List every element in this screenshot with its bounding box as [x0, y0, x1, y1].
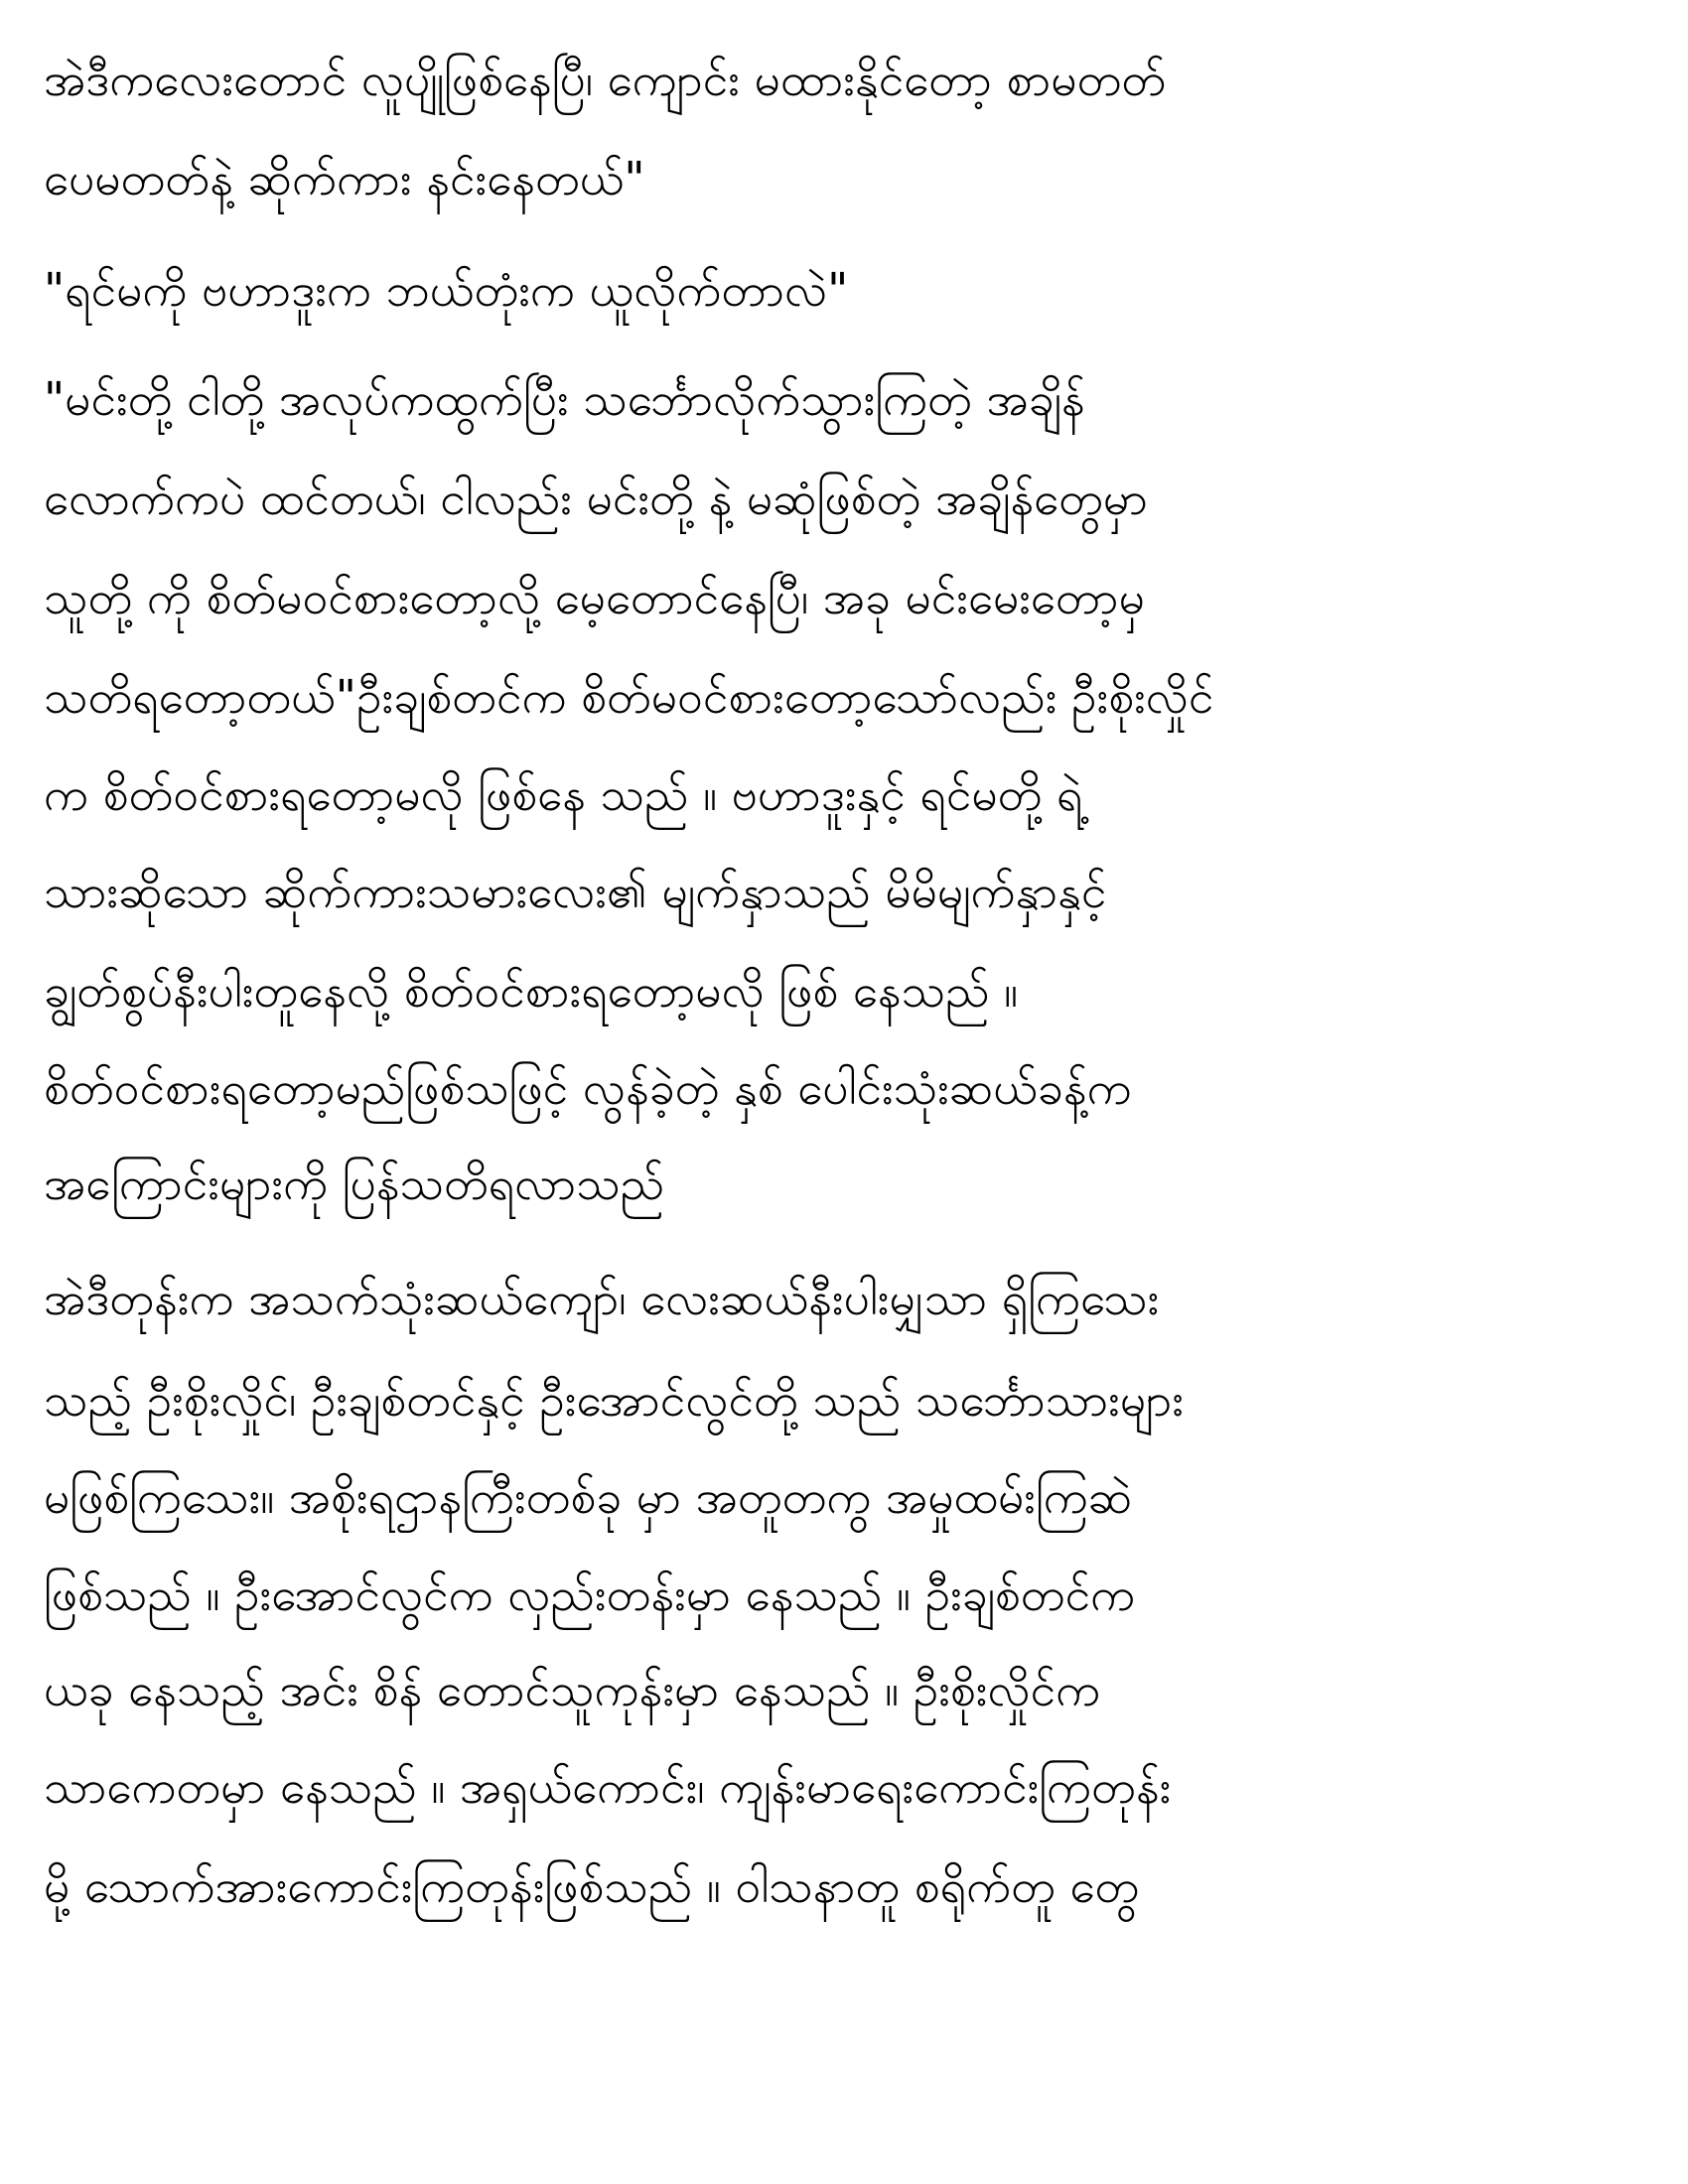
- text-line: မို့ သောက်အားကောင်းကြတုန်းဖြစ်သည် ။ ဝါသနာတူ စရိုက်တူ တွေ: [44, 1859, 1140, 1913]
- text-line: "မင်းတို့ ငါတို့ အလုပ်ကထွက်ပြီး သင်္ဘောလိုက်သွားကြတဲ့ အချိန်: [44, 372, 1085, 426]
- text-line: "ရင်မကို ဗဟာဒူးက ဘယ်တုံးက ယူလိုက်တာလဲ": [44, 263, 849, 317]
- text-line: ယခု နေသည့် အင်း စိန် တောင်သူကုန်းမှာ နေသည် ။ ဦးစိုးလှိုင်က: [44, 1663, 1101, 1716]
- text-line: က စိတ်ဝင်စားရတော့မလို ဖြစ်နေ သည် ။ ဗဟာဒူးနှင့် ရင်မတို့ ရဲ့: [44, 767, 1083, 821]
- text-line: သားဆိုသော ဆိုက်ကားသမားလေး၏ မျက်နှာသည် မိမိမျက်နှာနှင့်: [44, 865, 1107, 918]
- text-line: စိတ်ဝင်စားရတော့မည်ဖြစ်သဖြင့် လွန်ခဲ့တဲ့ နှစ် ပေါင်းသုံးဆယ်ခန့်က: [44, 1061, 1132, 1115]
- text-line: အဲဒီကလေးတောင် လူပျိုဖြစ်နေပြီ၊ ကျောင်း မထားနိုင်တော့ စာမတတ်: [44, 53, 1167, 106]
- text-line: သူတို့ ကို စိတ်မဝင်စားတော့လို့ မေ့တောင်နေပြီ၊ အခု မင်းမေးတော့မှ: [44, 571, 1145, 624]
- text-line: အဲဒီတုန်းက အသက်သုံးဆယ်ကျော်၊ လေးဆယ်နီးပါးမျှသာ ရှိကြသေး: [44, 1272, 1160, 1325]
- text-line: သာကေတမှာ နေသည် ။ အရှယ်ကောင်း၊ ကျန်းမာရေးကောင်းကြတုန်း: [44, 1760, 1172, 1814]
- text-line: ဖြစ်သည် ။ ဦးအောင်လွင်က လှည်းတန်းမှာ နေသည် ။ ဦးချစ်တင်က: [44, 1568, 1136, 1621]
- text-line: ပေမတတ်နဲ့ ဆိုက်ကား နင်းနေတယ်": [44, 152, 645, 205]
- text-line: မဖြစ်ကြသေး။ အစိုးရဌာနကြီးတစ်ခု မှာ အတူတကွ အမှုထမ်းကြဆဲ: [44, 1470, 1133, 1524]
- text-line: လောက်ကပဲ ထင်တယ်၊ ငါလည်း မင်းတို့ နဲ့ မဆုံဖြစ်တဲ့ အချိန်တွေမှာ: [44, 472, 1149, 525]
- text-line: သတိရတော့တယ်"ဦးချစ်တင်က စိတ်မဝင်စားတော့သော်လည်း ဦးစိုးလှိုင်: [44, 670, 1214, 724]
- text-line: ချွတ်စွပ်နီးပါးတူနေလို့ စိတ်ဝင်စားရတော့မလို ဖြစ် နေသည် ။: [44, 964, 1019, 1018]
- text-line: သည့် ဦးစိုးလှိုင်၊ ဦးချစ်တင်နှင့် ဦးအောင်လွင်တို့ သည် သင်္ဘောသားများ: [44, 1373, 1185, 1427]
- text-line: အကြောင်းများကို ပြန်သတိရလာသည်: [44, 1157, 665, 1210]
